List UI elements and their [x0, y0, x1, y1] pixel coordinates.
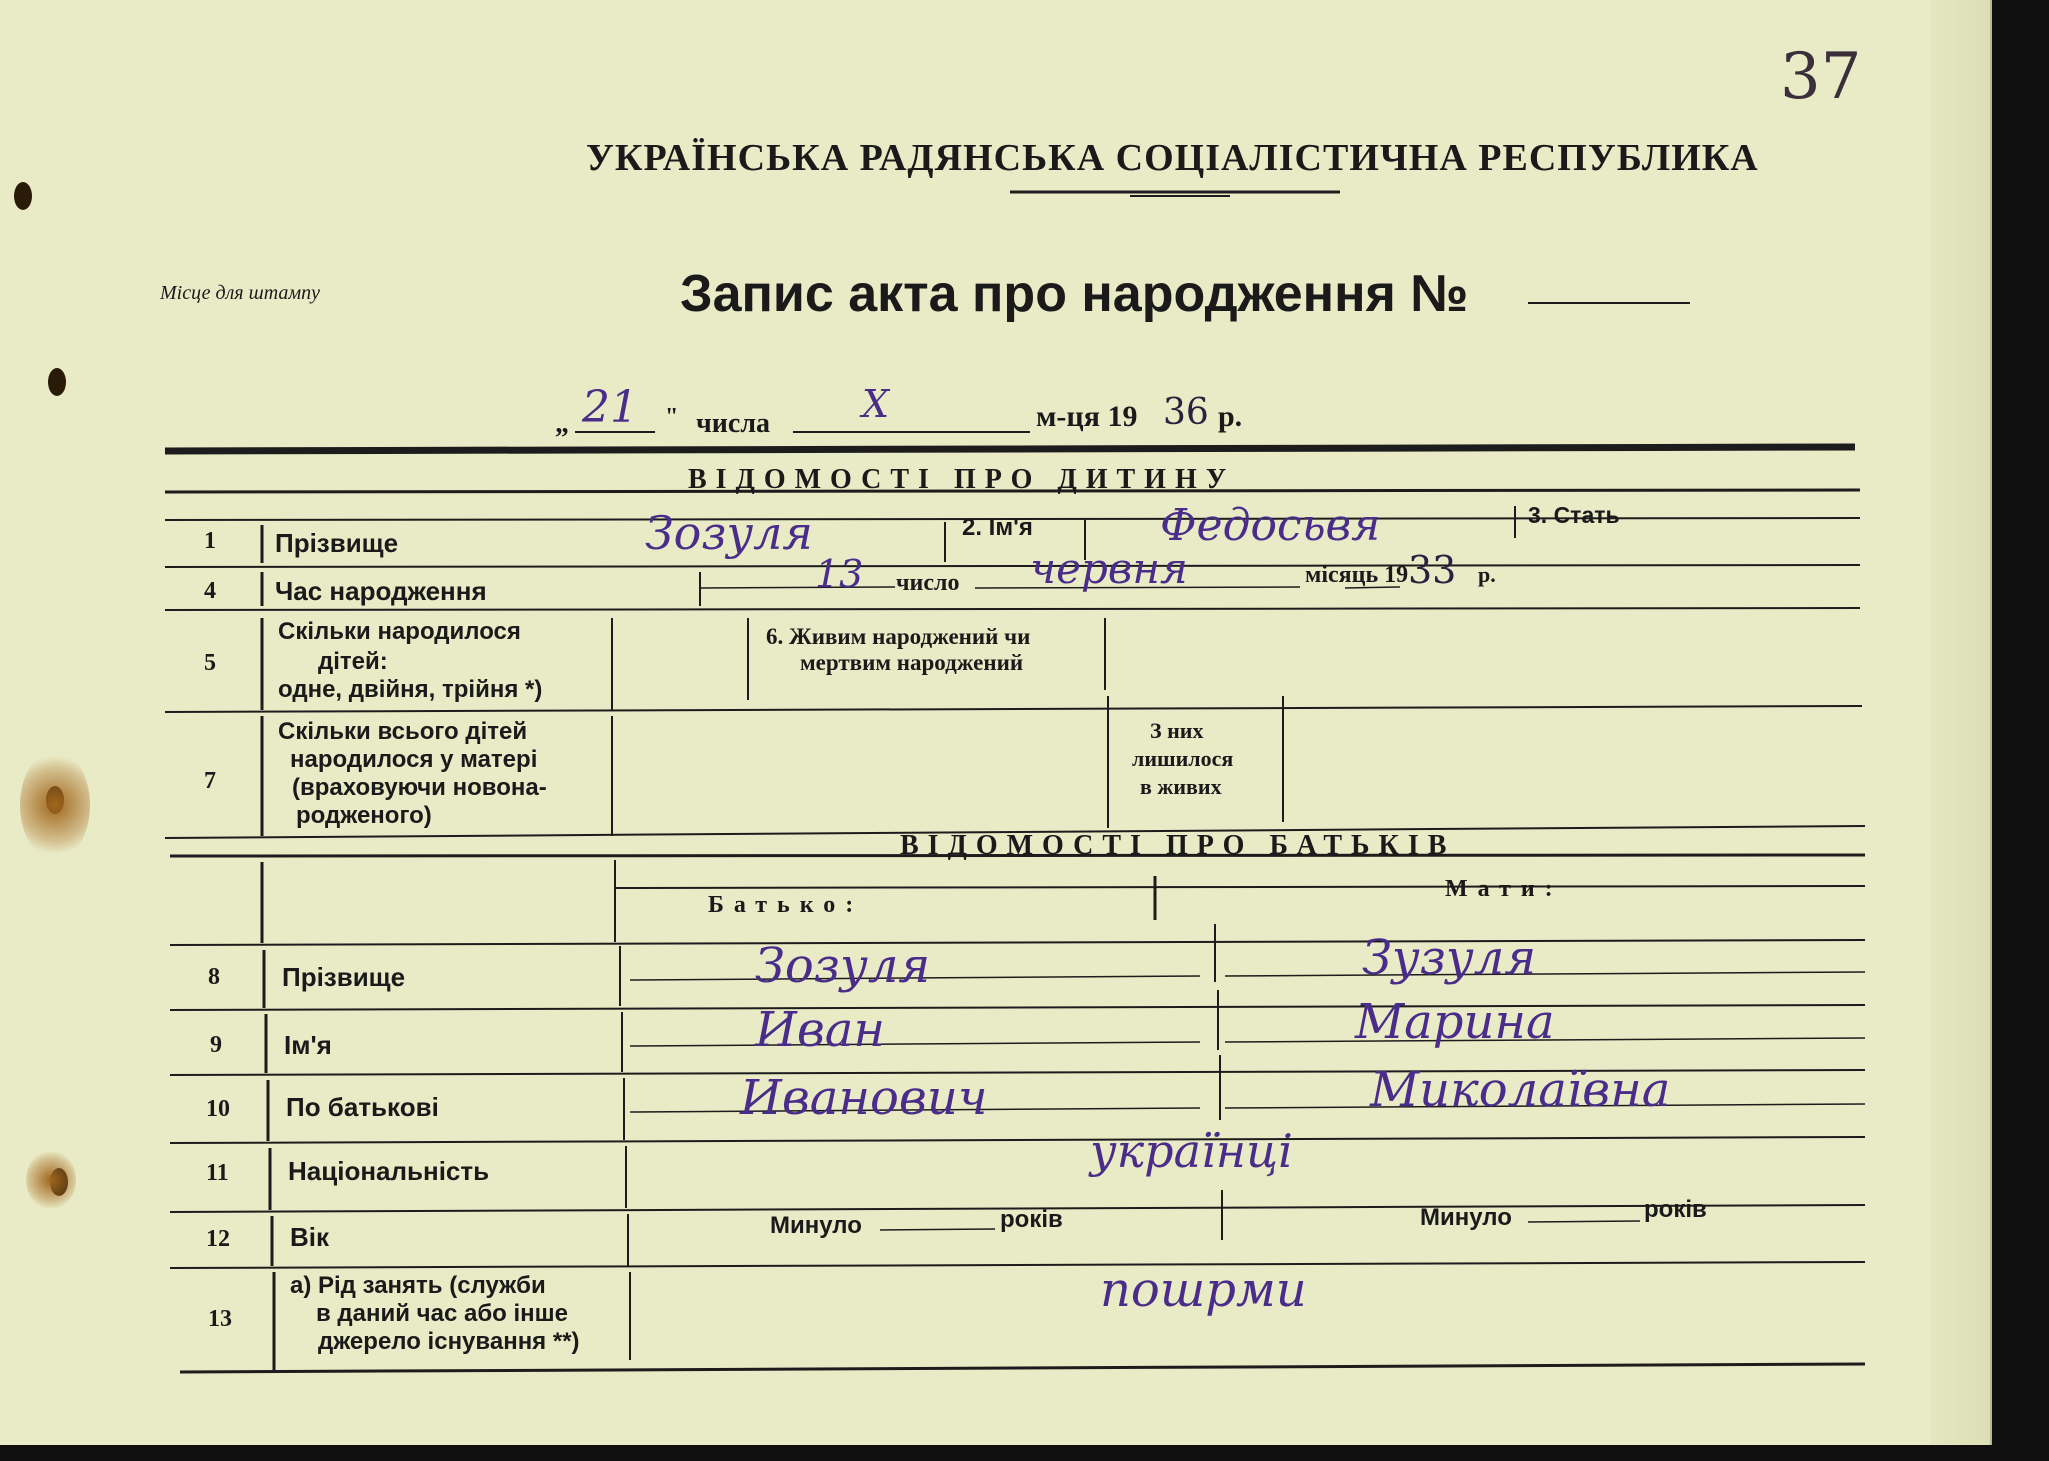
- row-13-num: 13: [208, 1306, 232, 1332]
- row-13-label-1: а) Рід занять (служби: [290, 1272, 546, 1299]
- row-6-label-1: 6. Живим народжений чи: [766, 624, 1031, 649]
- row-5-label-1: Скільки народилося: [278, 618, 521, 645]
- mother-header: Мати:: [1445, 876, 1563, 902]
- row-7-label-1: Скільки всього дітей: [278, 718, 528, 745]
- row-10-num: 10: [206, 1096, 230, 1122]
- row-11-num: 11: [206, 1160, 229, 1186]
- row-13-label-2: в даний час або інше: [316, 1300, 568, 1327]
- row-4-num: 4: [204, 578, 216, 604]
- alive-label-2: лишилося: [1132, 746, 1234, 771]
- child-surname: Зозуля: [645, 506, 813, 560]
- row-7-label-4: родженого): [296, 802, 432, 829]
- row-5-label-2: дітей:: [318, 648, 388, 675]
- row-8-num: 8: [208, 964, 220, 990]
- row-7-num: 7: [204, 768, 216, 794]
- father-surname: Зозуля: [755, 938, 931, 994]
- row-12-label: Вік: [290, 1222, 330, 1252]
- row-1-label: Прізвище: [275, 528, 399, 558]
- date-quote-open: „: [555, 408, 569, 439]
- page-number: 37: [1780, 40, 1862, 114]
- mother-surname: Зузуля: [1362, 930, 1537, 986]
- row-6-label-2: мертвим народжений: [800, 650, 1024, 675]
- birth-day-label: число: [896, 570, 960, 596]
- record-title: Запис акта про народження №: [680, 265, 1469, 323]
- record-year: 36: [1163, 392, 1209, 433]
- child-section-title: ВІДОМОСТІ ПРО ДИТИНУ: [688, 464, 1236, 495]
- birth-month: червня: [1030, 544, 1188, 593]
- row-12-num: 12: [206, 1226, 230, 1252]
- month-label: м-ця 19: [1036, 400, 1138, 433]
- alive-label-3: в живих: [1140, 774, 1222, 799]
- row-5-num: 5: [204, 650, 216, 676]
- row-9-num: 9: [210, 1032, 222, 1058]
- mother-age-suffix: років: [1644, 1196, 1707, 1223]
- father-age-suffix: років: [1000, 1206, 1063, 1233]
- father-age-prefix: Минуло: [770, 1212, 862, 1239]
- republic-header: УКРАЇНСЬКА РАДЯНСЬКА СОЦІАЛІСТИЧНА РЕСПУБЛИКА: [586, 137, 1759, 179]
- row-9-label: Ім'я: [284, 1030, 332, 1060]
- row-10-label: По батькові: [286, 1092, 439, 1122]
- mother-age-prefix: Минуло: [1420, 1204, 1512, 1231]
- birth-year-label: р.: [1478, 562, 1496, 587]
- row-7-label-3: (враховуючи новона-: [292, 774, 547, 801]
- child-name: Федосьвя: [1160, 500, 1381, 551]
- nationality: українці: [1090, 1124, 1293, 1178]
- birth-year: 33: [1408, 548, 1457, 592]
- child-name-label: 2. Ім'я: [962, 514, 1033, 541]
- occupation: пошрми: [1100, 1262, 1307, 1318]
- row-1-num: 1: [204, 528, 216, 554]
- date-quote-close: ": [665, 404, 679, 430]
- father-patronymic: Иванович: [740, 1070, 988, 1126]
- row-8-label: Прізвище: [282, 962, 406, 992]
- day-label: числа: [696, 408, 771, 439]
- alive-label-1: З них: [1150, 718, 1204, 743]
- row-5-label-3: одне, двійня, трійня *): [278, 676, 543, 703]
- birth-month-label: місяць 19: [1305, 562, 1409, 588]
- birth-day: 13: [815, 552, 864, 596]
- mother-name: Марина: [1355, 994, 1555, 1050]
- row-11-label: Національність: [288, 1156, 490, 1186]
- year-label: р.: [1218, 400, 1243, 433]
- record-day: 21: [582, 382, 638, 433]
- row-7-label-2: народилося у матері: [290, 746, 538, 773]
- row-4-label: Час народження: [275, 576, 487, 606]
- child-sex-label: 3. Стать: [1528, 502, 1620, 528]
- father-header: Батько:: [708, 892, 864, 918]
- row-13-label-3: джерело існування **): [318, 1328, 580, 1355]
- mother-patronymic: Миколаївна: [1370, 1062, 1671, 1118]
- stamp-place-label: Місце для штампу: [160, 282, 321, 304]
- parents-section-title: ВІДОМОСТІ ПРО БАТЬКІВ: [900, 830, 1456, 861]
- father-name: Иван: [755, 1002, 886, 1058]
- record-month: Х: [862, 382, 890, 426]
